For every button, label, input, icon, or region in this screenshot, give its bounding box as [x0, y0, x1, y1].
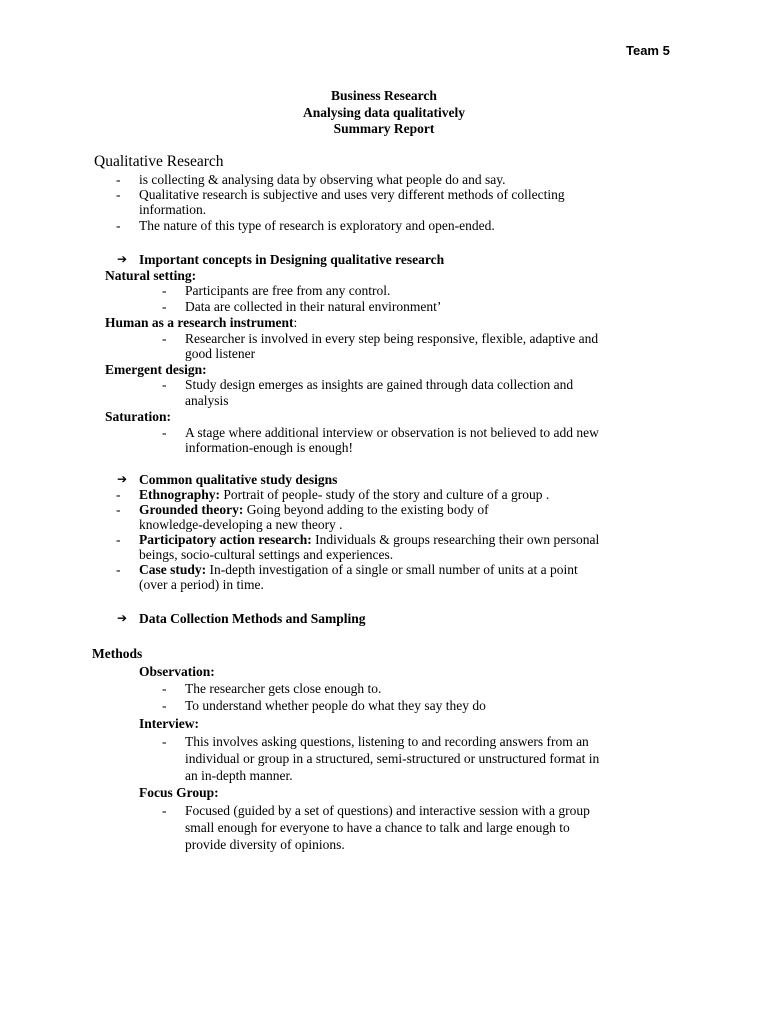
bullet-text: Study design emerges as insights are gained through data collection and	[185, 377, 574, 392]
section-heading-concepts: Important concepts in Designing qualitative research	[139, 252, 445, 267]
bullet-dash: -	[162, 377, 167, 392]
design-text: knowledge-developing a new theory .	[139, 517, 343, 532]
bullet-text: analysis	[185, 393, 229, 408]
concept-label: Natural setting:	[105, 268, 197, 283]
bullet-dash: -	[116, 487, 121, 502]
bullet-dash: -	[162, 283, 167, 298]
section-heading-designs: Common qualitative study designs	[139, 472, 338, 487]
concept-label-line	[105, 315, 297, 331]
bullet-dash: -	[116, 218, 121, 233]
arrow-icon: ➔	[117, 611, 128, 625]
bullet-dash: -	[116, 187, 121, 202]
design-text: Individuals & groups researching their own personal	[311, 532, 600, 547]
bullet-text: information.	[139, 202, 207, 217]
design-label: Case study:	[139, 562, 207, 577]
bullet-text: Participants are free from any control.	[185, 283, 391, 298]
concept-label: Saturation:	[105, 409, 172, 424]
bullet-dash: -	[162, 698, 167, 713]
bullet-text: This involves asking questions, listening to and recording answers from an	[185, 734, 589, 749]
bullet-dash: -	[162, 734, 167, 749]
arrow-icon: ➔	[117, 472, 128, 486]
design-label: Ethnography:	[139, 487, 221, 502]
section-heading-methods: Methods	[92, 646, 143, 661]
bullet-text: Qualitative research is subjective and uses very different methods of collecting	[139, 187, 565, 202]
section-heading-data-collection: Data Collection Methods and Sampling	[139, 611, 366, 626]
design-item	[139, 487, 549, 503]
bullet-dash: -	[162, 425, 167, 440]
bullet-dash: -	[116, 532, 121, 547]
bullet-text: A stage where additional interview or observation is not believed to add new	[185, 425, 599, 440]
design-text: (over a period) in time.	[139, 577, 264, 592]
method-label: Focus Group:	[139, 785, 219, 800]
team-label: Team 5	[626, 43, 670, 58]
concept-label: Emergent design:	[105, 362, 207, 377]
title-line-2: Analysing data qualitatively	[302, 104, 466, 120]
design-text: Portrait of people- study of the story and culture of a group .	[220, 487, 550, 502]
bullet-text: Data are collected in their natural environment’	[185, 299, 442, 314]
bullet-text: Researcher is involved in every step being responsive, flexible, adaptive and	[185, 331, 599, 346]
section-heading-qualitative: Qualitative Research	[94, 153, 224, 170]
method-label: Observation:	[139, 664, 215, 679]
bullet-dash: -	[116, 502, 121, 517]
title-line-3: Summary Report	[333, 121, 435, 136]
design-text: beings, socio-cultural settings and experiences.	[139, 547, 394, 562]
bullet-dash: -	[162, 681, 167, 696]
concept-label: Human as a research instrument	[105, 315, 294, 330]
design-label: Participatory action research:	[139, 532, 312, 547]
bullet-text: To understand whether people do what they say they do	[185, 698, 486, 713]
document-title	[0, 88, 768, 138]
design-label: Grounded theory:	[139, 502, 244, 517]
bullet-dash: -	[116, 562, 121, 577]
concept-label-suffix: :	[293, 315, 298, 330]
bullet-dash: -	[162, 331, 167, 346]
bullet-text: is collecting & analysing data by observing what people do and say.	[139, 172, 506, 187]
design-item	[139, 502, 489, 518]
design-text: Going beyond adding to the existing body of	[243, 502, 489, 517]
bullet-text: individual or group in a structured, semi-structured or unstructured format in	[185, 751, 600, 766]
bullet-text: The researcher gets close enough to.	[185, 681, 382, 696]
title-line-1: Business Research	[331, 88, 437, 103]
bullet-text: The nature of this type of research is exploratory and open-ended.	[139, 218, 495, 233]
design-item	[139, 562, 578, 578]
arrow-icon: ➔	[117, 252, 128, 266]
bullet-text: an in-depth manner.	[185, 768, 293, 783]
bullet-text: provide diversity of opinions.	[185, 837, 345, 852]
bullet-text: good listener	[185, 346, 256, 361]
bullet-dash: -	[162, 803, 167, 818]
bullet-dash: -	[116, 172, 121, 187]
bullet-text: small enough for everyone to have a chance to talk and large enough to	[185, 820, 570, 835]
bullet-text: information-enough is enough!	[185, 440, 353, 455]
bullet-dash: -	[162, 299, 167, 314]
design-text: In-depth investigation of a single or small number of units at a point	[206, 562, 578, 577]
method-label: Interview:	[139, 716, 199, 731]
bullet-text: Focused (guided by a set of questions) and interactive session with a group	[185, 803, 590, 818]
design-item	[139, 532, 599, 548]
